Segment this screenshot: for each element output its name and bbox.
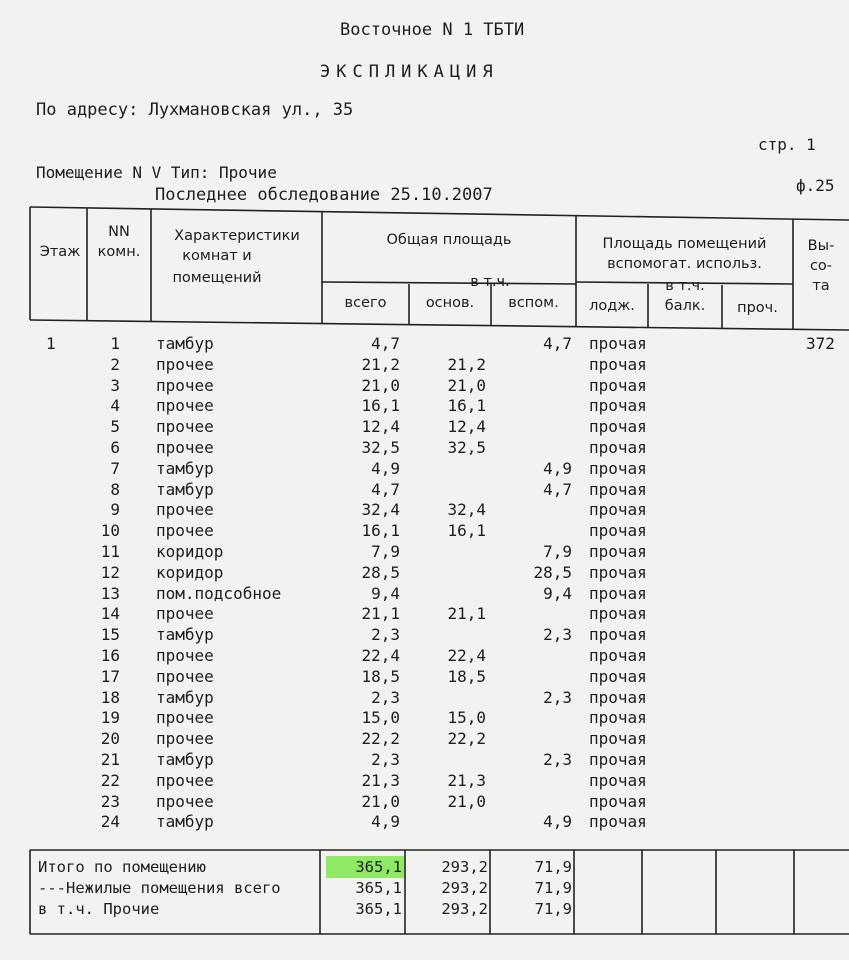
table-row	[0, 459, 849, 480]
row-number: 4	[110, 396, 120, 416]
row-name: прочее	[156, 375, 214, 395]
row-main: 32,5	[447, 438, 486, 457]
row-total: 2,3	[371, 625, 400, 645]
row-total: 22,2	[361, 729, 400, 749]
row-main: 18,5	[447, 666, 486, 686]
row-number: 18	[100, 687, 120, 707]
row-main: 32,4	[447, 500, 486, 520]
totals-row	[0, 879, 849, 899]
row-total: 4,9	[371, 812, 400, 832]
row-total: 4,7	[371, 479, 400, 499]
row-number: 8	[110, 479, 120, 499]
row-name: тамбур	[156, 750, 214, 769]
table-row	[0, 542, 849, 563]
bureau-title: Восточное N 1 ТБТИ	[340, 20, 525, 40]
row-main: 16,1	[447, 396, 486, 416]
totals-total: 365,1	[355, 858, 402, 876]
row-type: прочая	[589, 750, 647, 769]
survey-date: Последнее обследование 25.10.2007	[155, 185, 493, 205]
row-number: 6	[110, 438, 120, 457]
row-name: тамбур	[156, 458, 214, 478]
col-incl2: в т.ч.	[665, 278, 705, 294]
row-total: 32,5	[361, 438, 400, 457]
table-row	[0, 376, 849, 397]
col-height-3: та	[812, 278, 830, 294]
row-name: прочее	[156, 500, 214, 520]
table-row	[0, 812, 849, 833]
row-number: 10	[100, 521, 120, 541]
row-name: прочее	[156, 604, 214, 624]
row-total: 16,1	[361, 396, 400, 416]
row-main: 21,0	[447, 375, 486, 395]
table-row	[0, 688, 849, 709]
row-number: 2	[110, 354, 120, 374]
row-aux: 28,5	[533, 562, 572, 582]
row-type: прочая	[589, 729, 647, 749]
col-num-1: NN	[108, 224, 130, 240]
row-total: 7,9	[371, 542, 400, 561]
table-row	[0, 771, 849, 792]
row-number: 20	[100, 729, 120, 749]
col-height-1: Вы-	[807, 238, 835, 254]
totals-row	[0, 900, 849, 920]
row-name: коридор	[156, 562, 224, 582]
row-number: 24	[100, 812, 120, 832]
col-char-1: Характеристики	[174, 228, 300, 244]
row-type: прочая	[589, 354, 647, 374]
row-type: прочая	[589, 542, 647, 561]
row-number: 1	[110, 334, 120, 353]
row-name: прочее	[156, 666, 214, 686]
row-type: прочая	[589, 583, 647, 603]
row-total: 21,0	[361, 791, 400, 811]
table-row	[0, 604, 849, 625]
table-row	[0, 563, 849, 584]
row-total: 4,7	[371, 334, 400, 353]
row-total: 18,5	[361, 666, 400, 686]
table-row	[0, 334, 849, 355]
row-number: 3	[110, 375, 120, 395]
row-aux: 2,3	[543, 687, 572, 707]
row-aux: 4,7	[543, 479, 572, 499]
form-code: ф.25	[796, 176, 835, 195]
address-line: По адресу: Лухмановская ул., 35	[36, 100, 354, 120]
row-name: прочее	[156, 396, 214, 416]
table-row	[0, 708, 849, 729]
totals-main: 293,2	[441, 879, 488, 897]
row-aux: 4,9	[543, 812, 572, 832]
row-main: 21,0	[447, 791, 486, 811]
table-row	[0, 646, 849, 667]
row-name: прочее	[156, 791, 214, 811]
row-type: прочая	[589, 625, 647, 645]
row-number: 7	[110, 458, 120, 478]
totals-main: 293,2	[441, 900, 488, 918]
table-row	[0, 750, 849, 771]
row-total: 21,0	[361, 375, 400, 395]
row-main: 16,1	[447, 521, 486, 541]
row-total: 15,0	[361, 708, 400, 728]
table-row	[0, 729, 849, 750]
row-name: пом.подсобное	[156, 583, 282, 603]
totals-aux: 71,9	[534, 858, 572, 876]
row-main: 22,2	[447, 729, 486, 749]
col-other: проч.	[737, 300, 778, 316]
table-row	[0, 438, 849, 459]
table-row	[0, 500, 849, 521]
row-main: 12,4	[447, 417, 486, 437]
col-main: основ.	[425, 295, 475, 311]
row-type: прочая	[589, 417, 647, 437]
document-title: ЭКСПЛИКАЦИЯ	[320, 62, 499, 82]
row-name: прочее	[156, 770, 214, 790]
row-type: прочая	[589, 334, 647, 353]
row-total: 21,1	[361, 604, 400, 624]
row-type: прочая	[589, 687, 647, 707]
row-main: 22,4	[447, 646, 486, 665]
table-row	[0, 792, 849, 813]
row-number: 21	[100, 750, 120, 769]
col-floor: Этаж	[39, 244, 81, 260]
table-row	[0, 667, 849, 688]
row-total: 32,4	[361, 500, 400, 520]
row-type: прочая	[589, 458, 647, 478]
col-aux: вспом.	[508, 295, 559, 311]
row-type: прочая	[589, 521, 647, 541]
row-name: прочее	[156, 729, 214, 749]
row-name: коридор	[156, 542, 224, 561]
row-total: 28,5	[361, 562, 400, 582]
col-height-2: со-	[809, 258, 833, 274]
row-main: 15,0	[447, 708, 486, 728]
row-number: 17	[100, 666, 120, 686]
row-number: 9	[110, 500, 120, 520]
row-aux: 9,4	[543, 583, 572, 603]
col-aux-area-1: Площадь помещений	[602, 236, 767, 252]
page-number: стр. 1	[758, 135, 816, 154]
totals-aux: 71,9	[534, 900, 572, 918]
row-type: прочая	[589, 791, 647, 811]
totals-main: 293,2	[441, 858, 488, 876]
row-number: 13	[100, 583, 120, 603]
row-type: прочая	[589, 708, 647, 728]
row-number: 23	[100, 791, 120, 811]
table-row	[0, 584, 849, 605]
row-type: прочая	[589, 666, 647, 686]
row-number: 11	[100, 542, 120, 561]
row-total: 2,3	[371, 750, 400, 769]
row-total: 12,4	[361, 417, 400, 437]
row-total: 21,2	[361, 354, 400, 374]
totals-total: 365,1	[355, 900, 402, 918]
row-aux: 2,3	[543, 750, 572, 769]
row-total: 4,9	[371, 458, 400, 478]
row-name: тамбур	[156, 479, 214, 499]
row-name: тамбур	[156, 334, 214, 353]
row-number: 22	[100, 770, 120, 790]
row-name: тамбур	[156, 687, 214, 707]
row-main: 21,3	[447, 770, 486, 790]
row-floor: 1	[46, 334, 56, 353]
row-number: 15	[100, 625, 120, 645]
row-number: 14	[100, 604, 120, 624]
row-number: 16	[100, 646, 120, 665]
totals-label: в т.ч. Прочие	[38, 900, 160, 918]
row-main: 21,1	[447, 604, 486, 624]
row-total: 9,4	[371, 583, 400, 603]
row-name: прочее	[156, 646, 214, 665]
col-total: всего	[344, 295, 387, 311]
col-char-2: комнат и	[182, 248, 252, 264]
row-type: прочая	[589, 375, 647, 395]
col-total-area: Общая площадь	[386, 232, 512, 248]
row-type: прочая	[589, 479, 647, 499]
totals-aux: 71,9	[534, 879, 572, 897]
row-main: 21,2	[447, 354, 486, 374]
table-row	[0, 417, 849, 438]
col-num-2: комн.	[97, 244, 141, 260]
totals-total: 365,1	[355, 879, 402, 897]
row-total: 16,1	[361, 521, 400, 541]
row-total: 2,3	[371, 687, 400, 707]
col-aux-area-2: вспомогат. использ.	[607, 256, 762, 272]
row-type: прочая	[589, 500, 647, 520]
row-name: прочее	[156, 708, 214, 728]
row-total: 21,3	[361, 770, 400, 790]
row-name: тамбур	[156, 625, 214, 645]
row-aux: 7,9	[543, 542, 572, 561]
row-name: прочее	[156, 417, 214, 437]
row-type: прочая	[589, 562, 647, 582]
row-name: прочее	[156, 354, 214, 374]
row-aux: 2,3	[543, 625, 572, 645]
row-type: прочая	[589, 396, 647, 416]
totals-label: Итого по помещению	[38, 858, 206, 876]
row-type: прочая	[589, 812, 647, 832]
col-incl: в т.ч.	[470, 274, 510, 290]
row-name: прочее	[156, 438, 214, 457]
row-name: тамбур	[156, 812, 214, 832]
row-name: прочее	[156, 521, 214, 541]
row-type: прочая	[589, 438, 647, 457]
table-row	[0, 396, 849, 417]
totals-label: ---Нежилые помещения всего	[38, 879, 281, 897]
table-row	[0, 521, 849, 542]
room-type-line: Помещение N V Тип: Прочие	[36, 163, 277, 182]
row-height: 372	[806, 334, 835, 353]
table-row	[0, 480, 849, 501]
row-total: 22,4	[361, 646, 400, 665]
table-row	[0, 625, 849, 646]
row-type: прочая	[589, 646, 647, 665]
col-loggia: лодж.	[589, 298, 635, 314]
row-type: прочая	[589, 770, 647, 790]
col-char-3: помещений	[172, 270, 262, 286]
row-number: 5	[110, 417, 120, 437]
row-number: 12	[100, 562, 120, 582]
row-aux: 4,9	[543, 458, 572, 478]
totals-row	[0, 858, 849, 878]
row-number: 19	[100, 708, 120, 728]
row-type: прочая	[589, 604, 647, 624]
col-balcony: балк.	[664, 298, 706, 314]
row-aux: 4,7	[543, 334, 572, 353]
table-row	[0, 355, 849, 376]
